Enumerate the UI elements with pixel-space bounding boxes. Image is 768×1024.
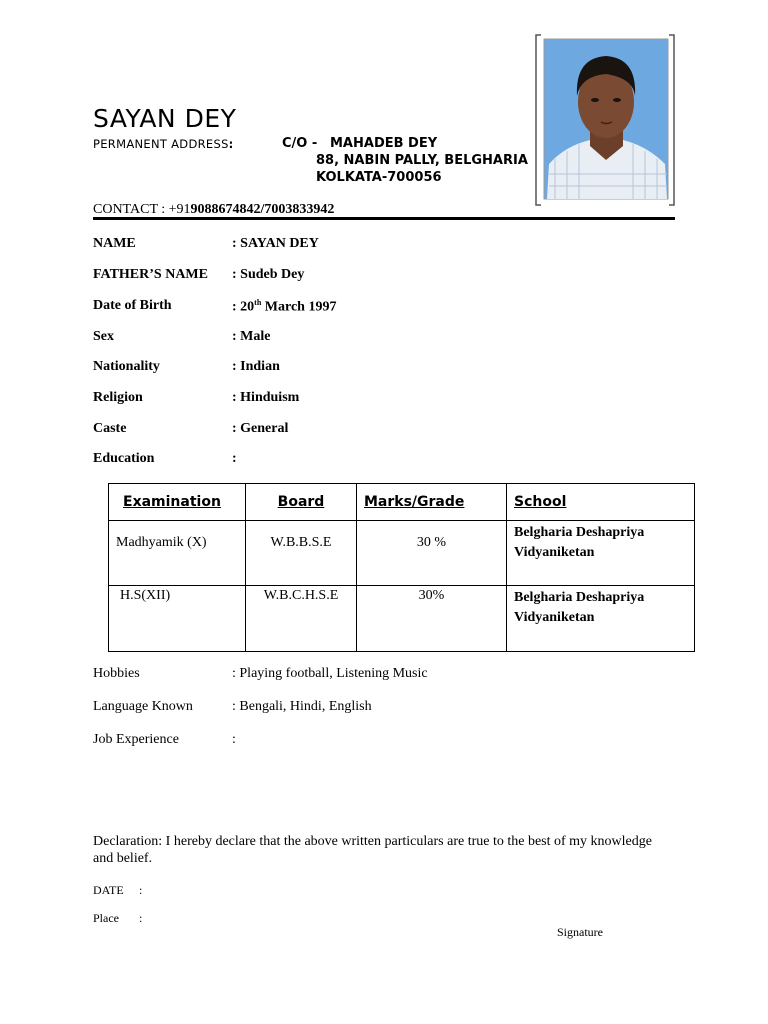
header-examination: Examination: [109, 484, 246, 521]
dob-value: [232, 298, 336, 316]
school-name-line1: Belgharia Deshapriya: [514, 525, 645, 540]
header-school: School: [507, 484, 695, 521]
table-row: [109, 586, 695, 652]
education-label: Education: [93, 451, 155, 466]
date-label: DATE: [93, 883, 124, 897]
declaration-text: Declaration: I hereby declare that the above written particulars are true to the best of my knowledge and belief.: [93, 834, 652, 866]
marks-cell: 30%: [357, 586, 507, 652]
permanent-address-label: PERMANENT ADDRESS:: [93, 137, 234, 151]
board-cell: W.B.C.H.S.E: [246, 586, 357, 652]
board-cell: W.B.B.S.E: [246, 521, 357, 586]
address-line-2: KOLKATA-700056: [316, 170, 442, 185]
candidate-name-heading: SAYAN DEY: [93, 104, 237, 133]
language-value: : Bengali, Hindi, English: [232, 699, 372, 714]
place-colon: :: [139, 911, 143, 925]
education-table: [108, 483, 695, 652]
name-value: : SAYAN DEY: [232, 236, 319, 251]
dob-label: Date of Birth: [93, 298, 172, 313]
education-table-header-row: [109, 484, 695, 521]
nationality-label: Nationality: [93, 359, 160, 374]
religion-value: : Hinduism: [232, 390, 300, 405]
school-cell: [507, 586, 695, 652]
place-label: Place: [93, 911, 119, 925]
name-label: NAME: [93, 236, 136, 251]
hobbies-label: Hobbies: [93, 666, 140, 681]
marks-cell: 30 %: [357, 521, 507, 586]
header-marks-grade: Marks/Grade: [357, 484, 507, 521]
school-name-line1: Belgharia Deshapriya: [514, 590, 645, 605]
father-name-label: FATHER’S NAME: [93, 267, 208, 282]
hobbies-value: : Playing football, Listening Music: [232, 666, 428, 681]
signature-label: Signature: [557, 925, 603, 939]
header-divider: [93, 217, 675, 220]
language-label: Language Known: [93, 699, 193, 714]
caste-label: Caste: [93, 421, 127, 436]
dob-suffix: th: [254, 298, 262, 307]
father-name-value: : Sudeb Dey: [232, 267, 305, 282]
table-row: [109, 521, 695, 586]
religion-label: Religion: [93, 390, 143, 405]
sex-value: : Male: [232, 329, 271, 344]
caste-value: : General: [232, 421, 289, 436]
school-name-line2: Vidyaniketan: [514, 610, 595, 625]
contact-line: [93, 202, 334, 218]
sex-label: Sex: [93, 329, 114, 344]
address-line-1: 88, NABIN PALLY, BELGHARIA: [316, 153, 528, 168]
date-colon: :: [139, 883, 143, 897]
care-of-name: MAHADEB DEY: [330, 136, 438, 151]
permanent-address-label-text: PERMANENT ADDRESS: [93, 137, 229, 151]
nationality-value: : Indian: [232, 359, 280, 374]
school-name-line2: Vidyaniketan: [514, 545, 595, 560]
header-board: Board: [246, 484, 357, 521]
contact-label: CONTACT : +91: [93, 202, 191, 217]
school-cell: [507, 521, 695, 586]
exam-cell: Madhyamik (X): [109, 521, 246, 586]
education-value: :: [232, 451, 237, 466]
dob-month-year: March 1997: [261, 299, 337, 315]
exam-cell: H.S(XII): [109, 586, 246, 652]
dob-day: : 20: [232, 299, 255, 315]
care-of-label: C/O -: [282, 136, 318, 151]
job-experience-value: :: [232, 732, 236, 747]
contact-numbers: 9088674842/7003833942: [190, 202, 335, 217]
profile-photo: [535, 34, 675, 206]
job-experience-label: Job Experience: [93, 732, 179, 747]
